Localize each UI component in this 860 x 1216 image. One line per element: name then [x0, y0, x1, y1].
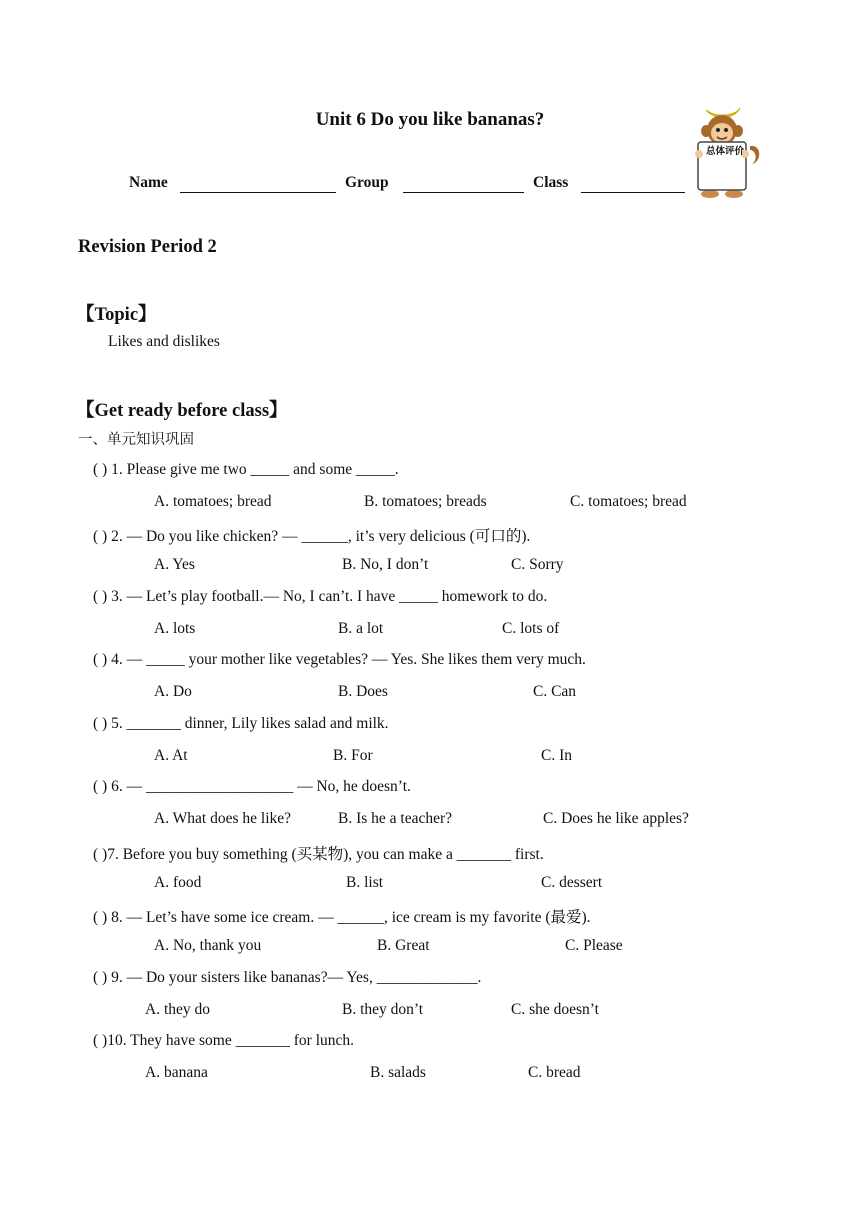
question-9-stem: ( ) 9. — Do your sisters like bananas?— Yes, _____________. — [93, 969, 482, 986]
question-7-stem: ( )7. Before you buy something (买某物), you can make a _______ first. — [93, 846, 544, 863]
question-10-option-a: A. banana — [145, 1064, 208, 1081]
question-1-option-c: C. tomatoes; bread — [570, 493, 687, 510]
question-7-option-b: B. list — [346, 874, 384, 891]
question-6-option-a: A. What does he like? — [154, 810, 292, 827]
question-4-option-b: B. Does — [338, 683, 388, 700]
question-1-option-a: A. tomatoes; bread — [154, 493, 272, 510]
class-label: Class — [533, 174, 569, 191]
question-9-option-b: B. they don’t — [342, 1001, 424, 1018]
question-3-option-c: C. lots of — [502, 620, 560, 637]
question-4-option-a: A. Do — [154, 683, 192, 700]
question-2-option-b: B. No, I don’t — [342, 556, 429, 573]
question-10-stem: ( )10. They have some _______ for lunch. — [93, 1032, 355, 1049]
question-4-option-c: C. Can — [533, 683, 577, 700]
question-7-option-c: C. dessert — [541, 874, 603, 891]
question-10-option-c: C. bread — [528, 1064, 581, 1081]
group-blank[interactable] — [403, 192, 524, 193]
name-blank[interactable] — [180, 192, 336, 193]
question-10-option-b: B. salads — [370, 1064, 426, 1081]
question-9-option-c: C. she doesn’t — [511, 1001, 599, 1018]
evaluation-badge-text: 总体评价 — [705, 146, 744, 157]
ready-subheading: 一、单元知识巩固 — [78, 432, 194, 448]
group-label: Group — [345, 174, 389, 191]
name-label: Name — [129, 174, 168, 191]
question-2-stem: ( ) 2. — Do you like chicken? — ______, it’s very delicious (可口的). — [93, 528, 531, 545]
topic-text: Likes and dislikes — [108, 333, 220, 350]
question-3-option-a: A. lots — [154, 620, 196, 637]
question-1-stem: ( ) 1. Please give me two _____ and some _____. — [93, 461, 399, 478]
question-3-option-b: B. a lot — [338, 620, 384, 637]
question-4-stem: ( ) 4. — _____ your mother like vegetables? — Yes. She likes them very much. — [93, 651, 586, 668]
question-8-stem: ( ) 8. — Let’s have some ice cream. — ______, ice cream is my favorite (最爱). — [93, 909, 591, 926]
question-6-option-b: B. Is he a teacher? — [338, 810, 453, 827]
question-5-stem: ( ) 5. _______ dinner, Lily likes salad and milk. — [93, 715, 389, 732]
question-5-option-a: A. At — [154, 747, 188, 764]
question-8-option-a: A. No, thank you — [154, 937, 262, 954]
question-5-option-c: C. In — [541, 747, 572, 764]
question-8-option-c: C. Please — [565, 937, 623, 954]
question-8-option-b: B. Great — [377, 937, 430, 954]
question-1-option-b: B. tomatoes; breads — [364, 493, 487, 510]
page-title: Unit 6 Do you like bananas? — [315, 109, 545, 130]
question-7-option-a: A. food — [154, 874, 202, 891]
question-6-stem: ( ) 6. — ___________________ — No, he doesn’t. — [93, 778, 411, 795]
topic-heading: 【Topic】 — [76, 305, 157, 325]
question-9-option-a: A. they do — [145, 1001, 211, 1018]
ready-heading: 【Get ready before class】 — [76, 401, 288, 421]
question-3-stem: ( ) 3. — Let’s play football.— No, I can’t. I have _____ homework to do. — [93, 588, 548, 605]
period-heading: Revision Period 2 — [78, 237, 217, 257]
question-5-option-b: B. For — [333, 747, 373, 764]
class-blank[interactable] — [581, 192, 685, 193]
question-6-option-c: C. Does he like apples? — [543, 810, 689, 827]
question-2-option-a: A. Yes — [154, 556, 195, 573]
question-2-option-c: C. Sorry — [511, 556, 564, 573]
